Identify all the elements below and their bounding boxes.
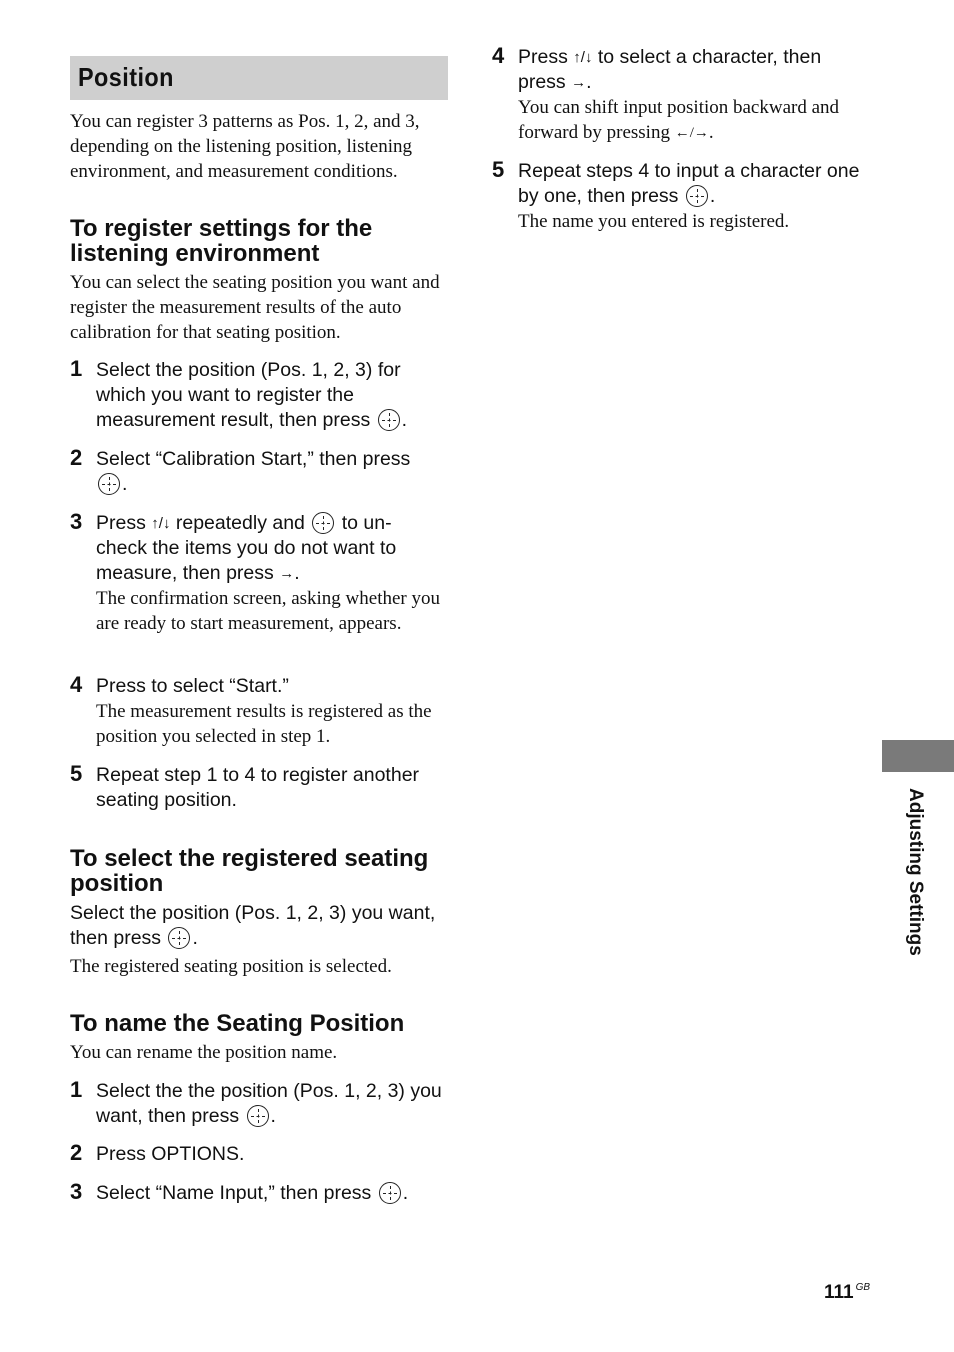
step-number: 1 — [70, 356, 83, 381]
enter-button-icon — [378, 409, 400, 431]
step-note: The confirmation screen, asking whether you are ready to start measurement, appears. — [96, 588, 440, 634]
step-number: 2 — [70, 445, 83, 470]
enter-button-icon — [247, 1105, 269, 1127]
name-step-2: Press OPTIONS. — [96, 1143, 245, 1165]
step-number: 1 — [70, 1077, 83, 1102]
enter-button-icon — [379, 1182, 401, 1204]
right-arrow-icon: → — [279, 565, 295, 582]
register-step-1 — [96, 358, 436, 433]
step-text: Press — [96, 512, 146, 534]
enter-button-icon — [168, 927, 190, 949]
step-text-end: . — [402, 1182, 409, 1204]
page-suffix: GB — [855, 1282, 871, 1293]
register-step-3 — [96, 511, 436, 586]
step-text: Select the position (Pos. 1, 2, 3) for which you want to register the measurement result, then press — [96, 359, 401, 431]
step-text: repeatedly and — [175, 512, 305, 534]
name-step-5 — [518, 159, 873, 209]
select-heading-line1: To select the registered seating — [70, 845, 429, 872]
right-arrow-icon: → — [571, 74, 587, 91]
step-text-end: . — [586, 71, 592, 93]
step-number: 2 — [70, 1140, 83, 1165]
step-note: The name you entered is registered. — [518, 211, 790, 232]
step-number: 4 — [70, 672, 83, 697]
step-text-end: . — [270, 1105, 276, 1127]
name-heading: To name the Seating Position — [70, 1010, 405, 1037]
select-heading-line2: position — [70, 870, 164, 897]
register-step-4: Press to select “Start.” — [96, 675, 289, 697]
step-number: 5 — [70, 761, 83, 786]
register-heading — [70, 216, 460, 266]
step-number: 5 — [492, 157, 505, 182]
step-text: Select the the position (Pos. 1, 2, 3) you want, then press — [96, 1080, 442, 1127]
step-text: Repeat steps 4 to input a character one by one, then press — [518, 160, 860, 207]
step-note-text: You can shift input position backward and forward by pressing — [518, 97, 840, 143]
step-text-end: . — [294, 562, 300, 584]
step-text-end: . — [192, 927, 198, 949]
step-text: Select “Calibration Start,” then press — [96, 448, 411, 470]
step-text: Select “Name Input,” then press — [96, 1182, 372, 1204]
name-step-3 — [96, 1181, 441, 1206]
step-text: to un-check the items you do not want to measure, then press — [96, 512, 397, 584]
section-title-bar — [70, 56, 448, 100]
register-step-5: Repeat step 1 to 4 to register another seating position. — [96, 764, 420, 811]
step-text: Select the position (Pos. 1, 2, 3) you want, then press — [70, 902, 436, 949]
name-step-1 — [96, 1079, 451, 1129]
step-note: The measurement results is registered as the position you selected in step 1. — [96, 701, 432, 747]
name-intro: You can rename the position name. — [70, 1042, 338, 1063]
up-down-arrow-icon: ↑/↓ — [151, 515, 171, 532]
select-instruction — [70, 901, 448, 951]
register-step-2 — [96, 447, 436, 497]
left-right-arrow-icon: ←/→ — [674, 125, 709, 141]
register-heading-line2: listening environment — [70, 240, 320, 267]
step-text-end: . — [122, 473, 128, 495]
step-number: 4 — [492, 43, 505, 68]
step-number: 3 — [70, 509, 83, 534]
step-text-end: . — [401, 409, 408, 431]
step-note — [518, 95, 873, 146]
enter-button-icon — [686, 185, 708, 207]
name-step-4 — [518, 45, 863, 95]
register-intro: You can select the seating position you want and register the measurement results of the auto calibration for that seating position. — [70, 272, 440, 343]
up-down-arrow-icon: ↑/↓ — [573, 49, 593, 66]
enter-button-icon — [312, 512, 334, 534]
page-number — [824, 1282, 870, 1304]
step-note-end: . — [708, 122, 714, 143]
step-text-end: . — [709, 185, 716, 207]
section-title: Position — [78, 62, 174, 92]
step-number: 3 — [70, 1179, 83, 1204]
select-heading — [70, 846, 460, 896]
page-number-value: 111 — [824, 1282, 854, 1303]
select-note: The registered seating position is selected. — [70, 956, 392, 977]
enter-button-icon — [98, 473, 120, 495]
step-text: Press — [518, 46, 568, 68]
chapter-tab-label: Adjusting Settings — [905, 788, 926, 956]
intro-paragraph: You can register 3 patterns as Pos. 1, 2, and 3, depending on the listening position, listening environment, and measurement conditions. — [70, 111, 420, 182]
register-heading-line1: To register settings for the — [70, 215, 373, 242]
chapter-tab — [882, 740, 954, 772]
step-text: to select a character, then press — [518, 46, 822, 93]
